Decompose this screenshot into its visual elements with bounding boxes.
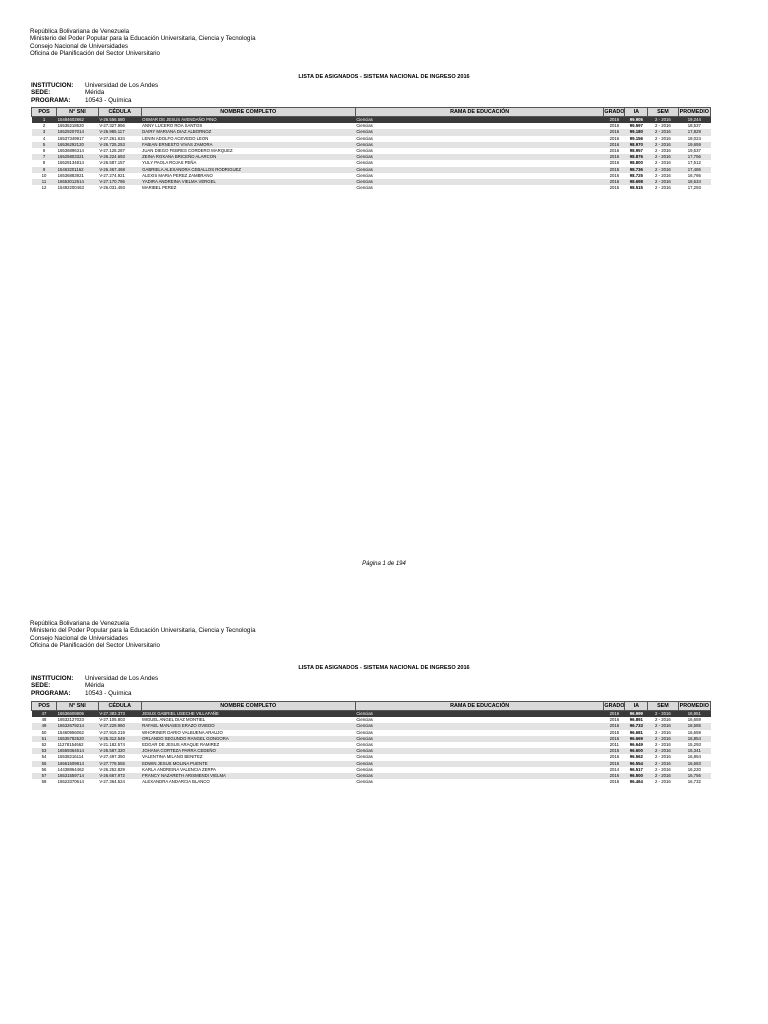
table-cell: V-27.327.956	[99, 123, 125, 129]
table-row	[32, 779, 711, 785]
table-cell: 18,024	[687, 135, 701, 141]
table-cell: MIGUEL ANGEL DIAZ MONTIEL	[142, 717, 206, 723]
table-cell: V-26.224.693	[98, 154, 141, 160]
table-cell: Ciencias	[355, 736, 604, 742]
table-cell: 2016	[604, 154, 625, 160]
programa-value: 10543 - Química	[85, 96, 132, 104]
table-cell: ANNY LUCERO ROA SANTOS	[142, 123, 203, 129]
table-cell: 18,585	[678, 723, 710, 729]
table-cell: 16,786	[687, 172, 701, 178]
table-cell: V-27.919.219	[99, 729, 125, 735]
table-cell: 16,341	[678, 748, 710, 754]
table-cell: YULY PAOLA ROJAS PEÑA	[142, 160, 197, 166]
table-cell: Ciencias	[356, 185, 373, 191]
table-cell: 19,659	[678, 142, 710, 148]
table-cell: 58	[41, 779, 47, 785]
table-cell: 98.800	[629, 160, 643, 166]
table-cell: JESUS GABRIEL USECHE VILLAFAÑE	[141, 711, 355, 718]
table-cell: 2 - 2016	[655, 779, 671, 785]
table-cell: 2015	[609, 185, 620, 191]
table-cell: 50	[41, 729, 47, 735]
table-cell: 17,512	[687, 160, 701, 166]
table-cell: 12	[41, 185, 47, 191]
table-cell: 96.999	[625, 711, 648, 718]
table-cell: 52	[41, 742, 47, 748]
table-cell: 99.905	[625, 117, 648, 124]
table-cell: 16535782520	[57, 736, 99, 742]
table-cell: Ciencias	[356, 779, 373, 785]
table-cell: 2016	[604, 117, 625, 124]
table-cell: Ciencias	[355, 723, 604, 729]
table-cell: V-26.031.493	[99, 185, 125, 191]
table-cell: 2 - 2016	[648, 154, 678, 160]
table-cell: 16536292120	[57, 142, 99, 148]
document-header	[30, 620, 256, 649]
table-cell: 2 - 2016	[648, 711, 678, 718]
table-cell: 16561509814	[57, 761, 99, 767]
table-cell: V-26.467.468	[98, 167, 141, 173]
table-cell: V-27.229.960	[98, 723, 141, 729]
table-cell: 16,659	[687, 729, 701, 735]
table-cell: 2 - 2016	[648, 773, 678, 779]
table-cell: V-27.105.803	[99, 717, 125, 723]
table-cell: 3	[32, 129, 57, 135]
table-cell: Ciencias	[356, 160, 373, 166]
table-cell: Ciencias	[355, 711, 604, 718]
table-cell: WHORINER DARIO VALBUENA ARAUJO	[142, 729, 223, 735]
col-header: NOMBRE COMPLETO	[141, 108, 355, 117]
table-cell: 96.669	[625, 736, 648, 742]
table-cell: Ciencias	[355, 761, 604, 767]
col-header: GRADO	[604, 703, 625, 709]
table-cell: 2	[42, 123, 46, 129]
table-cell: 47	[32, 711, 57, 718]
table-cell: 7	[32, 154, 57, 160]
table-cell: 98.515	[629, 185, 643, 191]
table-body	[32, 711, 711, 786]
table-cell: V-21.182.574	[99, 742, 125, 748]
header-line: Consejo Nacional de Universidades	[30, 634, 129, 642]
table-cell: 17,293	[687, 185, 701, 191]
table-cell: 98.957	[629, 148, 643, 154]
table-cell: ORLANDO SEGUNDO RANGEL GONGORA	[141, 736, 355, 742]
table-cell: 16538216114	[57, 754, 84, 760]
table-cell: 96.733	[625, 723, 648, 729]
table-cell: 6	[42, 148, 46, 154]
table-cell: 2 - 2016	[648, 179, 678, 185]
col-header: CÉDULA	[98, 702, 141, 711]
table-cell: 8	[42, 160, 46, 166]
table-cell: 16531559714	[57, 773, 99, 779]
table-cell: 2 - 2016	[655, 766, 671, 772]
table-cell: 96.600	[625, 748, 648, 754]
assignments-table	[31, 107, 711, 191]
col-header: PROMEDIO	[679, 703, 709, 709]
table-cell: Ciencias	[356, 172, 373, 178]
table-cell: 98.736	[625, 167, 648, 173]
table-cell: 19,244	[678, 117, 710, 124]
table-cell: 2 - 2016	[648, 129, 678, 135]
table-cell: V-25.312.549	[98, 736, 141, 742]
col-header: IA	[625, 108, 648, 117]
table-cell: 16,683	[678, 761, 710, 767]
table-cell: 2016	[604, 711, 625, 718]
table-cell: 2 - 2016	[648, 723, 678, 729]
col-header: CÉDULA	[98, 108, 141, 117]
table-cell: 2016	[609, 135, 620, 141]
table-cell: V-26.587.157	[99, 160, 125, 166]
table-cell: Ciencias	[356, 754, 373, 760]
programa-value: 10543 - Química	[85, 689, 132, 697]
table-cell: 16,732	[687, 779, 701, 785]
table-cell: 11	[32, 179, 57, 185]
table-cell: 49	[32, 723, 57, 729]
table-cell: Ciencias	[355, 179, 604, 185]
document-title: LISTA DE ASIGNADOS - SISTEMA NACIONAL DE INGRESO 2016	[298, 74, 470, 80]
col-header: NOMBRE COMPLETO	[141, 702, 355, 711]
table-cell: 2016	[604, 129, 625, 135]
table-cell: 2 - 2016	[655, 148, 671, 154]
table-cell: 2 - 2016	[655, 729, 671, 735]
table-cell: V-26.252.829	[99, 766, 125, 772]
table-cell: ALEXIS MARIA PEREZ ZAMBRANO	[142, 172, 213, 178]
header-line: Ministerio del Poder Popular para la Educación Universitaria, Ciencia y Tecnología	[30, 35, 256, 43]
table-cell: 2 - 2016	[655, 172, 671, 178]
col-header: POS	[32, 702, 57, 711]
col-header: N° SNI	[57, 702, 99, 711]
table-cell: KARLA ANDREINA VALENCIA ZERPA	[142, 766, 217, 772]
table-cell: V-27.128.287	[99, 148, 125, 154]
table-cell: 16529207014	[57, 129, 99, 135]
table-cell: 10	[41, 172, 47, 178]
table-cell: Ciencias	[356, 729, 373, 735]
table-cell: JOHANA CORTEZA PARRA CEDEÑO	[141, 748, 355, 754]
table-header	[32, 702, 711, 711]
table-cell: 16,220	[687, 766, 701, 772]
table-cell: 16,854	[687, 754, 701, 760]
col-header: RAMA DE EDUCACIÓN	[355, 702, 604, 711]
sede-value: Mérida	[85, 682, 105, 690]
table-cell: 5	[32, 142, 57, 148]
table-cell: 16536896314	[57, 148, 84, 154]
table-cell: 16529134814	[57, 160, 84, 166]
institucion-label: INSTITUCION:	[31, 82, 74, 89]
table-body	[32, 117, 711, 192]
table-cell: Ciencias	[355, 748, 604, 754]
table-cell: 17,829	[678, 129, 710, 135]
table-cell: Ciencias	[355, 117, 604, 124]
program-meta	[31, 675, 158, 697]
table-cell: 2016	[604, 748, 625, 754]
table-cell: 2016	[604, 773, 625, 779]
table-row	[32, 185, 711, 191]
table-cell: V-26.725.253	[98, 142, 141, 148]
table-cell: 15492200463	[57, 185, 84, 191]
table-cell: OSMAR DE JESUS AVENDAÑO PINO	[141, 117, 355, 124]
table-cell: 2016	[604, 142, 625, 148]
table-cell: 17,486	[678, 167, 710, 173]
table-cell: 96.464	[629, 779, 643, 785]
table-cell: ALEXANDRA ANDARCIA BLANCO	[142, 779, 210, 785]
table-cell: Ciencias	[356, 148, 373, 154]
table-cell: 15,293	[687, 742, 701, 748]
table-cell: GABRIELA ALEXANDRA CEBALLOS RODRIGUEZ	[141, 167, 355, 173]
table-cell: JUAN DIEGO FEBRES CORDERO MARQUEZ	[142, 148, 233, 154]
programa-label: PROGRAMA:	[31, 96, 71, 104]
sede-label: SEDE:	[31, 682, 51, 690]
table-cell: 17,756	[678, 154, 710, 160]
table-cell: 4	[42, 135, 46, 141]
table-cell: Ciencias	[356, 123, 373, 129]
table-cell: 51	[32, 736, 57, 742]
table-cell: Ciencias	[356, 135, 373, 141]
table-cell: Ciencias	[355, 154, 604, 160]
table-cell: 2016	[609, 717, 620, 723]
table-cell: Ciencias	[355, 167, 604, 173]
table-cell: 99.597	[629, 123, 643, 129]
col-header: POS	[32, 108, 57, 117]
table-cell: V-26.667.972	[98, 773, 141, 779]
table-cell: Ciencias	[355, 142, 604, 148]
table-cell: FABIAN ERNESTO VIVAS ZAMORA	[141, 142, 355, 148]
sede-label: SEDE:	[31, 89, 51, 97]
table-cell: 16537349917	[57, 135, 84, 141]
table-cell: Ciencias	[356, 717, 373, 723]
table-cell: LENIN ADOLFO ACEVEDO LEON	[142, 135, 209, 141]
table-cell: 2015	[604, 167, 625, 173]
table-cell: 16,854	[678, 736, 710, 742]
table-cell: 96.681	[629, 729, 643, 735]
table-cell: VALENTINA MILANO BENITEZ	[142, 754, 203, 760]
table-cell: 15463201162	[57, 167, 99, 173]
program-meta	[31, 82, 158, 104]
table-cell: 15484602862	[57, 117, 99, 124]
table-cell: 54	[41, 754, 47, 760]
table-cell: EDGAR DE JESUS ARAQUE RAMIREZ	[142, 742, 220, 748]
table-cell: 2 - 2016	[648, 167, 678, 173]
table-cell: 98.725	[629, 172, 643, 178]
table-cell: V-27.170.786	[98, 179, 141, 185]
table-cell: 48	[41, 717, 47, 723]
table-cell: 2011	[609, 742, 619, 748]
table-cell: 2016	[604, 179, 625, 185]
table-cell: 14438864462	[57, 766, 84, 772]
table-cell: 2016	[604, 736, 625, 742]
table-cell: 2 - 2016	[648, 748, 678, 754]
table-cell: 2 - 2016	[648, 142, 678, 148]
table-cell: 2 - 2016	[655, 135, 671, 141]
table-cell: 96.891	[629, 717, 643, 723]
header-line: Oficina de Planificación del Sector Universitario	[30, 641, 160, 649]
table-cell: 2 - 2016	[648, 117, 678, 124]
table-cell: RAFAEL MANASES ERAZO OVIEDO	[141, 723, 355, 729]
table-cell: 2 - 2016	[655, 742, 671, 748]
header-line: República Bolivariana de Venezuela	[30, 620, 130, 627]
table-cell: EDWIN JESUS MOLINA PUENTE	[141, 761, 355, 767]
table-cell: 2016	[609, 172, 620, 178]
table-cell: 2016	[609, 779, 620, 785]
table-cell: 16536883921	[57, 172, 84, 178]
table-cell: 96.517	[629, 766, 643, 772]
table-cell: 2015	[609, 729, 620, 735]
table-cell: ZEINA ROXANA BRICEÑO ALARCON	[141, 154, 355, 160]
table-cell: 9	[32, 167, 57, 173]
sede-value: Mérida	[85, 89, 105, 97]
table-cell: 2016	[604, 723, 625, 729]
table-cell: V-27.497.350	[99, 754, 125, 760]
table-cell: 99.180	[625, 129, 648, 135]
table-cell: 16525803321	[57, 154, 99, 160]
table-cell: 15460956062	[57, 729, 84, 735]
col-header: GRADO	[604, 109, 625, 115]
table-cell: 2014	[609, 766, 620, 772]
document-title: LISTA DE ASIGNADOS - SISTEMA NACIONAL DE INGRESO 2016	[298, 665, 470, 671]
table-cell: 16,659	[687, 717, 701, 723]
table-cell: 99.156	[629, 135, 643, 141]
table-cell: 96.649	[629, 742, 643, 748]
table-cell: 16553012614	[57, 179, 99, 185]
table-cell: V-26.556.580	[98, 117, 141, 124]
table-cell: 53	[32, 748, 57, 754]
table-cell: 2 - 2016	[648, 761, 678, 767]
table-cell: V-27.383.373	[98, 711, 141, 718]
table-cell: 16532127023	[57, 717, 84, 723]
table-cell: V-27.261.634	[99, 135, 125, 141]
table-cell: Ciencias	[355, 773, 604, 779]
table-cell: 1	[32, 117, 57, 124]
table-cell: 18,537	[687, 123, 701, 129]
table-row	[32, 711, 711, 718]
page-number: Página 1 de 194	[362, 561, 406, 567]
table-cell: 16559364614	[57, 748, 99, 754]
col-header: RAMA DE EDUCACIÓN	[355, 108, 604, 117]
table-cell: Ciencias	[356, 742, 373, 748]
document-header	[30, 28, 256, 57]
page-2	[0, 600, 768, 1024]
table-cell: 2016	[609, 123, 620, 129]
table-cell: 2016	[604, 761, 625, 767]
table-cell: 18,634	[678, 179, 710, 185]
table-cell: 19,537	[687, 148, 701, 154]
table-cell: FRANCY NAZARETH ARISMENDI VIELMA	[141, 773, 355, 779]
table-cell: V-27.274.921	[99, 172, 125, 178]
assignments-table	[31, 701, 711, 785]
table-cell: 2 - 2016	[655, 754, 671, 760]
table-cell: 55	[32, 761, 57, 767]
table-cell: 98.876	[625, 154, 648, 160]
table-cell: DAIRY MARIANA DIAZ ALBORNOZ	[141, 129, 355, 135]
table-cell: 16523370614	[57, 779, 84, 785]
header-line: República Bolivariana de Venezuela	[30, 28, 130, 35]
table-cell: YADIRA ANDREINA VIELMA VERGEL	[141, 179, 355, 185]
col-header: SEM	[648, 108, 678, 117]
table-cell: 96.554	[625, 761, 648, 767]
table-row	[32, 117, 711, 124]
table-cell: 2 - 2016	[655, 160, 671, 166]
table-cell: 16,951	[678, 711, 710, 718]
table-cell: 2 - 2016	[655, 185, 671, 191]
col-header: PROMEDIO	[679, 109, 709, 115]
col-header: N° SNI	[57, 108, 99, 117]
table-cell: Ciencias	[355, 129, 604, 135]
header-line: Consejo Nacional de Universidades	[30, 42, 129, 50]
table-cell: 96.500	[625, 773, 648, 779]
table-cell: MARIBEL PEREZ	[142, 185, 177, 191]
institucion-value: Universidad de Los Andes	[85, 675, 159, 682]
table-cell: 11278154662	[57, 742, 84, 748]
table-cell: V-27.778.555	[98, 761, 141, 767]
table-cell: 2 - 2016	[655, 123, 671, 129]
header-line: Oficina de Planificación del Sector Universitario	[30, 49, 160, 57]
table-cell: Ciencias	[356, 766, 373, 772]
table-cell: 98.698	[625, 179, 648, 185]
table-header	[32, 108, 711, 117]
table-cell: 16536609806	[57, 711, 99, 718]
table-cell: 2 - 2016	[648, 736, 678, 742]
table-cell: V-27.364.524	[99, 779, 125, 785]
table-cell: 56	[41, 766, 47, 772]
table-cell: 16,756	[678, 773, 710, 779]
table-cell: 2 - 2016	[655, 717, 671, 723]
table-cell: 96.562	[629, 754, 643, 760]
programa-label: PROGRAMA:	[31, 689, 71, 697]
table-cell: 16532679214	[57, 723, 99, 729]
table-cell: 2016	[609, 148, 620, 154]
col-header: IA	[625, 702, 648, 711]
col-header: SEM	[648, 702, 678, 711]
table-cell: V-26.985.117	[98, 129, 141, 135]
table-cell: 16536218520	[57, 123, 84, 129]
institucion-value: Universidad de Los Andes	[85, 82, 159, 89]
table-cell: V-26.587.320	[98, 748, 141, 754]
header-line: Ministerio del Poder Popular para la Educación Universitaria, Ciencia y Tecnología	[30, 627, 256, 635]
institucion-label: INSTITUCION:	[31, 675, 74, 682]
table-cell: 57	[32, 773, 57, 779]
table-cell: 98.970	[625, 142, 648, 148]
table-cell: 2016	[609, 754, 620, 760]
table-cell: 2016	[609, 160, 620, 166]
